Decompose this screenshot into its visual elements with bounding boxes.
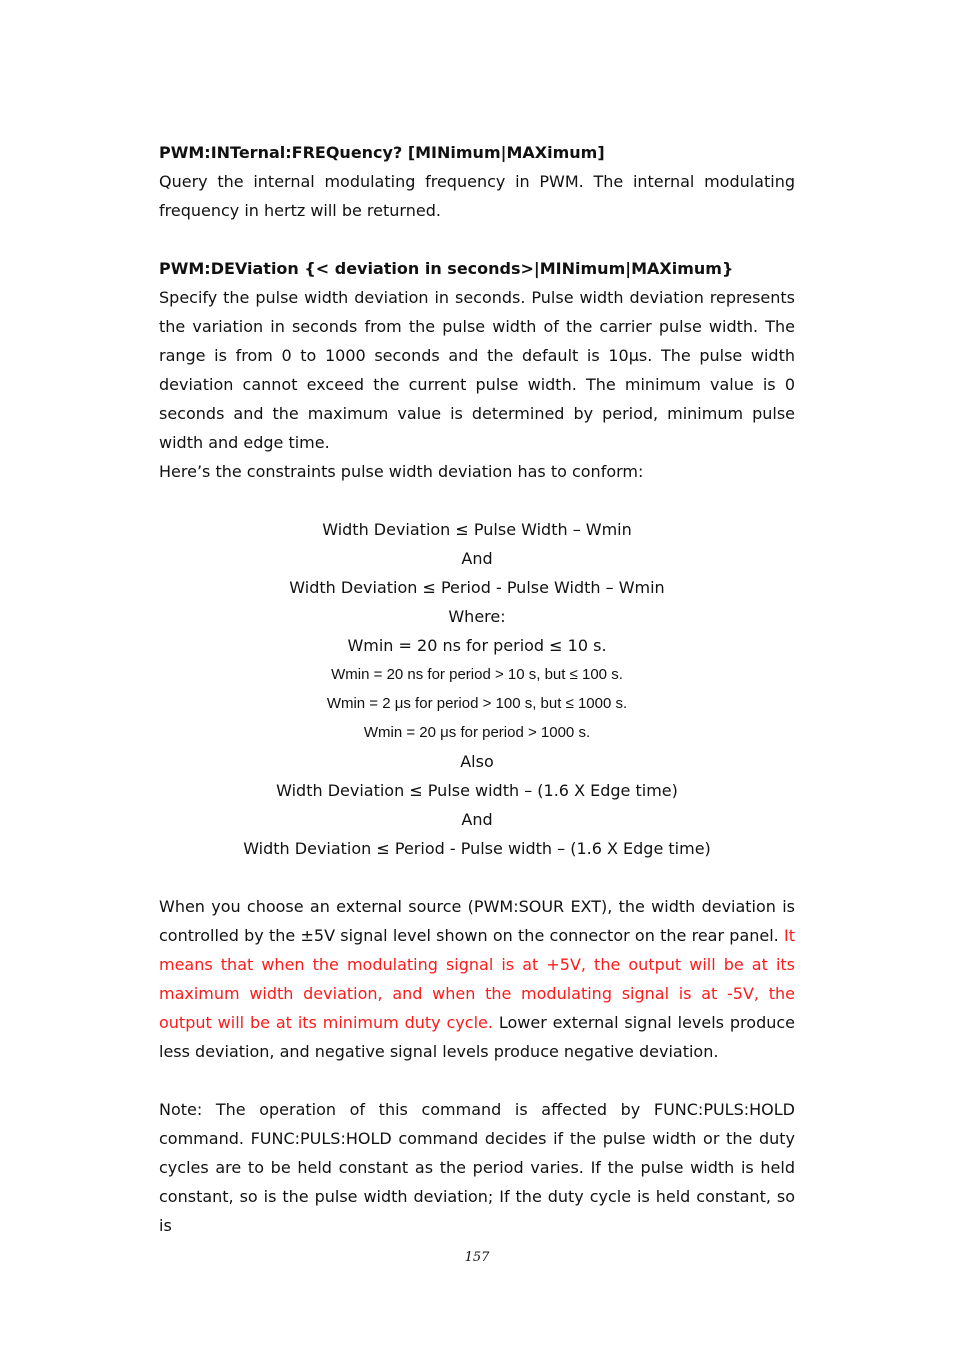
external-source-text-1: When you choose an external source (PWM:SOUR EXT), the width deviation is controlled by the ±5V signal level shown on the connector on the rear panel. [159, 897, 795, 945]
constraint-and-1: And [461, 549, 493, 568]
wmin-line-4: Wmin = 20 μs for period > 1000 s. [363, 724, 591, 741]
constraints-block [159, 515, 795, 863]
spacer [159, 486, 795, 515]
paragraph-pwm-deviation: Specify the pulse width deviation in seconds. Pulse width deviation represents the variation in seconds from the pulse width of the carrier pulse width. The range is from 0 to 1000 seconds and the default is 10μs. The pulse width deviation cannot exceed the current pulse width. The minimum value is 0 seconds and the maximum value is determined by period, minimum pulse width and edge time. [159, 288, 795, 452]
command-heading-pwm-deviation: PWM:DEViation {< deviation in seconds>|MINimum|MAXimum} [159, 259, 734, 278]
constraint-line-4: Width Deviation ≤ Period - Pulse width – (1.6 X Edge time) [243, 839, 711, 858]
constraint-line-2: Width Deviation ≤ Period - Pulse Width – Wmin [289, 578, 665, 597]
constraint-where: Where: [448, 607, 506, 626]
wmin-line-3: Wmin = 2 μs for period > 100 s, but ≤ 1000 s. [326, 695, 628, 712]
wmin-line-1: Wmin = 20 ns for period ≤ 10 s. [347, 636, 607, 655]
wmin-line-2: Wmin = 20 ns for period > 10 s, but ≤ 100 s. [331, 666, 623, 683]
page-number: 157 [464, 1250, 490, 1265]
constraints-intro: Here’s the constraints pulse width deviation has to conform: [159, 462, 644, 481]
paragraph-note: Note: The operation of this command is affected by FUNC:PULS:HOLD command. FUNC:PULS:HOLD command decides if the pulse width or the duty cycles are to be held constant as the period varies. If the pulse width is held constant, so is the pulse width deviation; If the duty cycle is held constant, so is [159, 1100, 795, 1235]
paragraph-external-source [159, 892, 795, 1066]
spacer [159, 1066, 795, 1095]
spacer [159, 225, 795, 254]
constraint-and-2: And [461, 810, 493, 829]
document-body [159, 138, 795, 1240]
command-heading-pwm-internal-frequency: PWM:INTernal:FREQuency? [MINimum|MAXimum] [159, 143, 605, 162]
constraint-line-3: Width Deviation ≤ Pulse width – (1.6 X Edge time) [276, 781, 678, 800]
constraint-line-1: Width Deviation ≤ Pulse Width – Wmin [322, 520, 632, 539]
paragraph-pwm-internal-frequency: Query the internal modulating frequency in PWM. The internal modulating frequency in hertz will be returned. [159, 172, 795, 220]
constraint-also: Also [460, 752, 494, 771]
external-source-highlight: It means that when the modulating signal is at +5V, the output will be at its maximum width deviation, and when the modulating signal is at -5V, the output will be at its minimum duty cycle. [159, 926, 795, 1032]
external-source-text-2: Lower external signal levels produce less deviation, and negative signal levels produce negative deviation. [159, 1013, 796, 1061]
spacer [159, 863, 795, 892]
